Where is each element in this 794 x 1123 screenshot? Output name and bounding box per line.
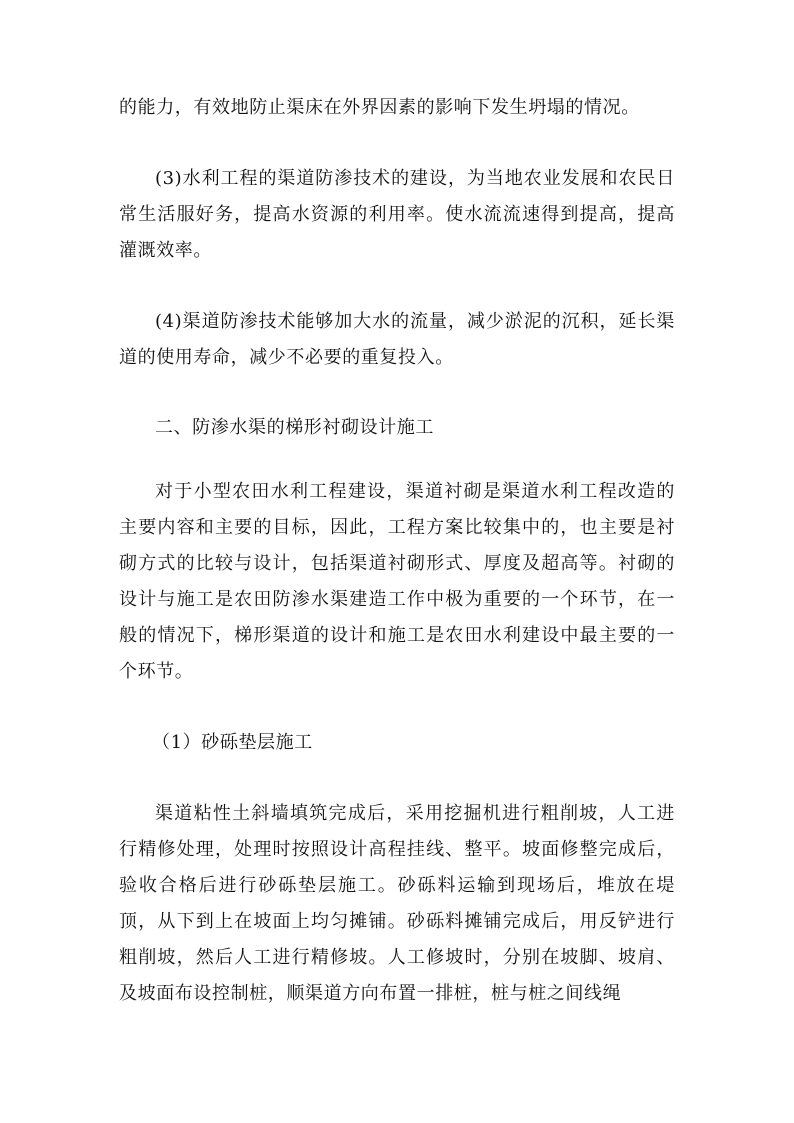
paragraph-text: (3)水利工程的渠道防渗技术的建设，为当地农业发展和农民日常生活服好务，提高水资源的利用率。使水流流速得到提高，提高灌溉效率。 [119, 168, 675, 261]
paragraph-item-3 [119, 161, 675, 269]
section-heading-2: 二、防渗水渠的梯形衬砌设计施工 [155, 417, 434, 438]
paragraph-text: 对于小型农田水利工程建设，渠道衬砌是渠道水利工程改造的主要内容和主要的目标，因此，工程方案比较集中的，也主要是衬砌方式的比较与设计，包括渠道衬砌形式、厚度及超高等。衬砌的设计与施工是农田防渗水渠建造工作中极为重要的一个环节，在一般的情况下，梯形渠道的设计和施工是农田水利建设中最主要的一个环节。 [119, 481, 675, 682]
paragraph-item-4 [119, 304, 675, 376]
subsection-1-body [119, 796, 675, 1012]
subsection-heading-1: （1）砂砾垫层施工 [152, 732, 313, 753]
section-2-body [119, 474, 675, 690]
paragraph-text: 渠道粘性土斜墙填筑完成后，采用挖掘机进行粗削坡，人工进行精修处理，处理时按照设计高程挂线、整平。坡面修整完成后，验收合格后进行砂砾垫层施工。砂砾料运输到现场后，堆放在堤顶，从下到上在坡面上均匀摊铺。砂砾料摊铺完成后，用反铲进行粗削坡，然后人工进行精修坡。人工修坡时，分别在坡脚、坡肩、及坡面布设控制桩，顺渠道方向布置一排桩，桩与桩之间线绳 [119, 803, 675, 1004]
paragraph-text: 的能力，有效地防止渠床在外界因素的影响下发生坍塌的情况。 [119, 97, 640, 118]
paragraph-text: (4)渠道防渗技术能够加大水的流量，减少淤泥的沉积，延长渠道的使用寿命，减少不必要的重复投入。 [119, 311, 675, 368]
paragraph-continuation [119, 90, 675, 126]
